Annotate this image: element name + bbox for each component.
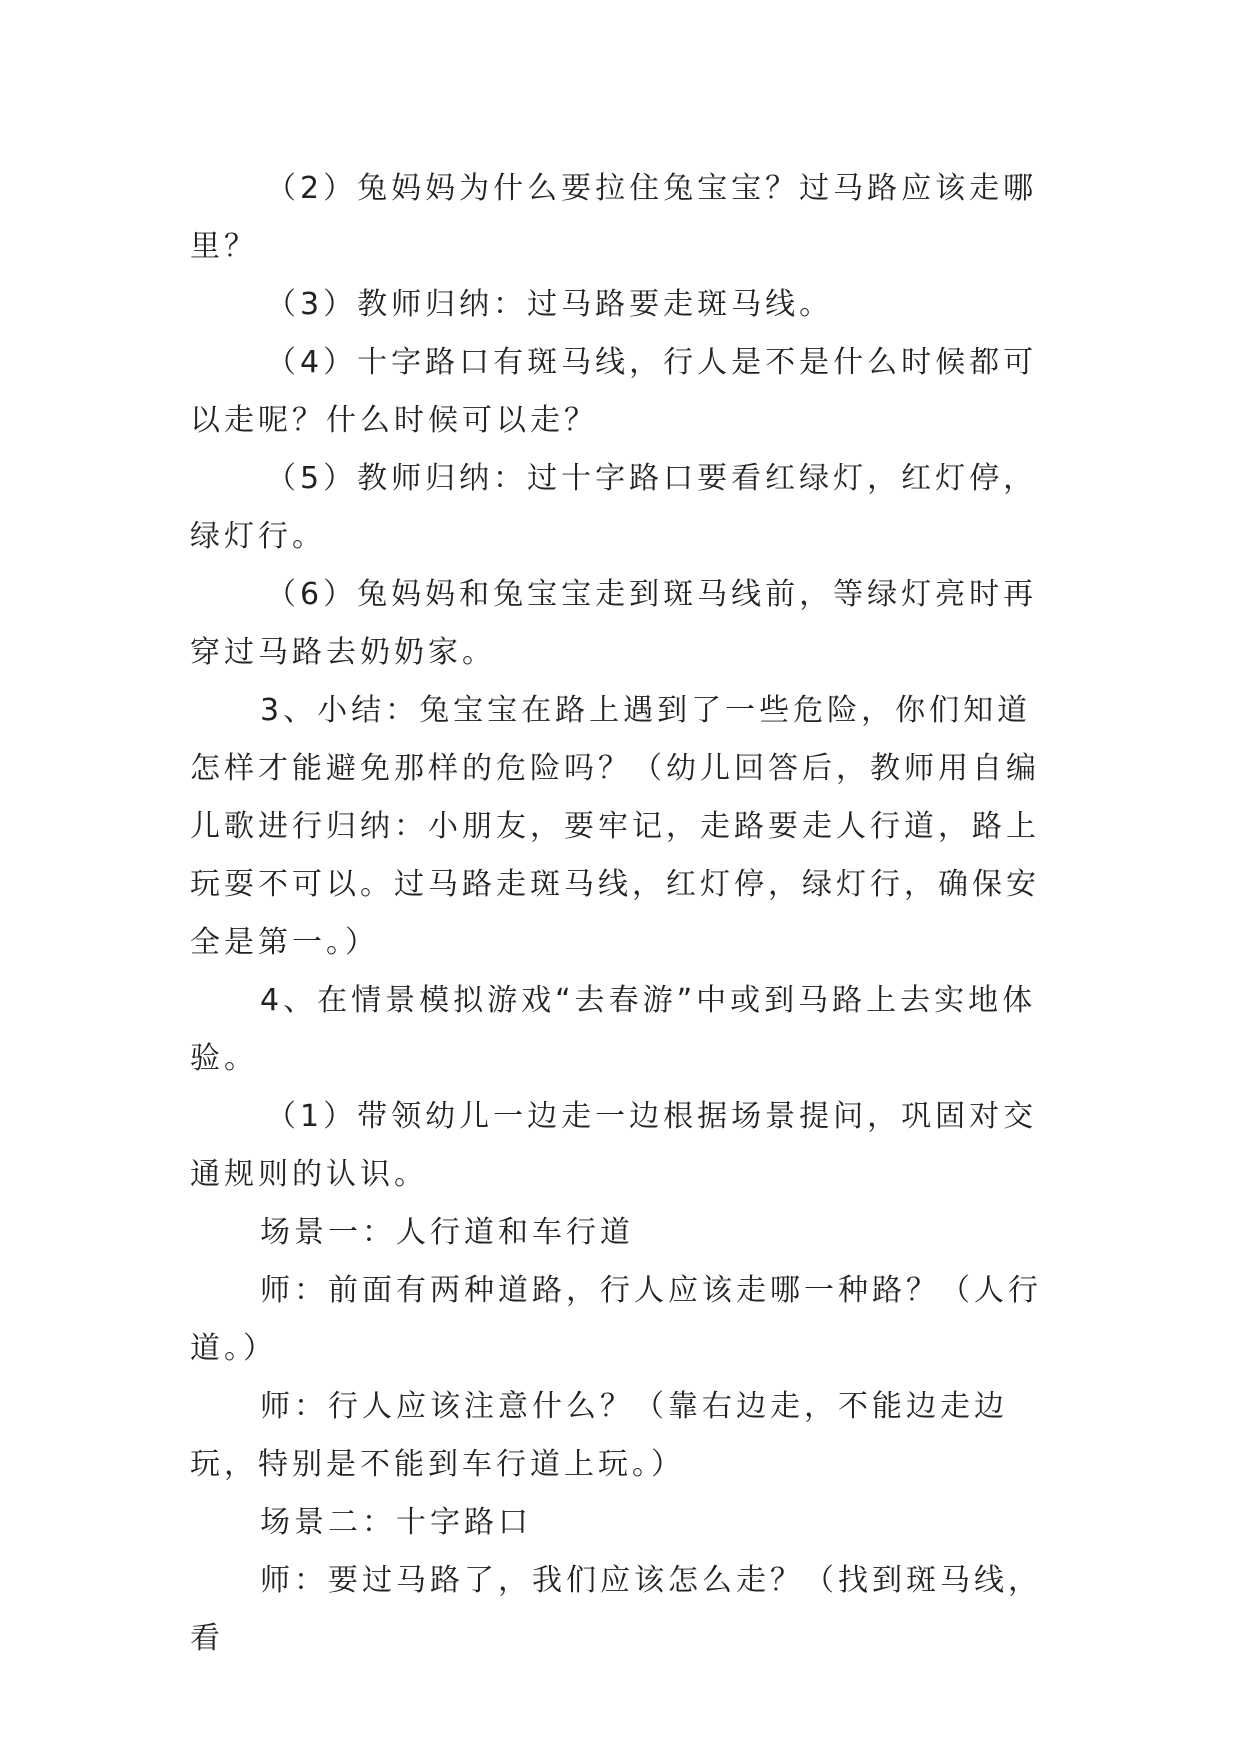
summary-paragraph: 3、小结：兔宝宝在路上遇到了一些危险，你们知道怎样才能避免那样的危险吗？（幼儿回答后，教师用自编儿歌进行归纳：小朋友，要牢记，走路要走人行道，路上玩耍不可以。过马路走斑马线，红灯停，绿灯行，确保安全是第一。） <box>190 693 1040 960</box>
teacher-question-2: 师：行人应该注意什么？（靠右边走，不能边走边玩，特别是不能到车行道上玩。） <box>190 1389 1008 1482</box>
scene-one-heading: 场景一：人行道和车行道 <box>260 1215 634 1250</box>
paragraph-item-6: （6）兔妈妈和兔宝宝走到斑马线前，等绿灯亮时再穿过马路去奶奶家。 <box>190 577 1038 670</box>
paragraph-item-3: （3）教师归纳：过马路要走斑马线。 <box>266 287 834 322</box>
lead-children-paragraph: （1）带领幼儿一边走一边根据场景提问，巩固对交通规则的认识。 <box>190 1099 1038 1192</box>
paragraph-item-2: （2）兔妈妈为什么要拉住兔宝宝？过马路应该走哪里？ <box>190 171 1038 264</box>
teacher-question-3: 师：要过马路了，我们应该怎么走？（找到斑马线，看 <box>190 1563 1042 1656</box>
document-body <box>190 160 1050 1668</box>
teacher-question-1: 师：前面有两种道路，行人应该走哪一种路？（人行道。） <box>190 1273 1042 1366</box>
game-simulation-paragraph: 4、在情景模拟游戏“去春游”中或到马路上去实地体验。 <box>190 983 1037 1076</box>
paragraph-item-5: （5）教师归纳：过十字路口要看红绿灯，红灯停，绿灯行。 <box>190 461 1038 554</box>
scene-two-heading: 场景二：十字路口 <box>260 1505 532 1540</box>
paragraph-item-4: （4）十字路口有斑马线，行人是不是什么时候都可以走呢？什么时候可以走？ <box>190 345 1038 438</box>
